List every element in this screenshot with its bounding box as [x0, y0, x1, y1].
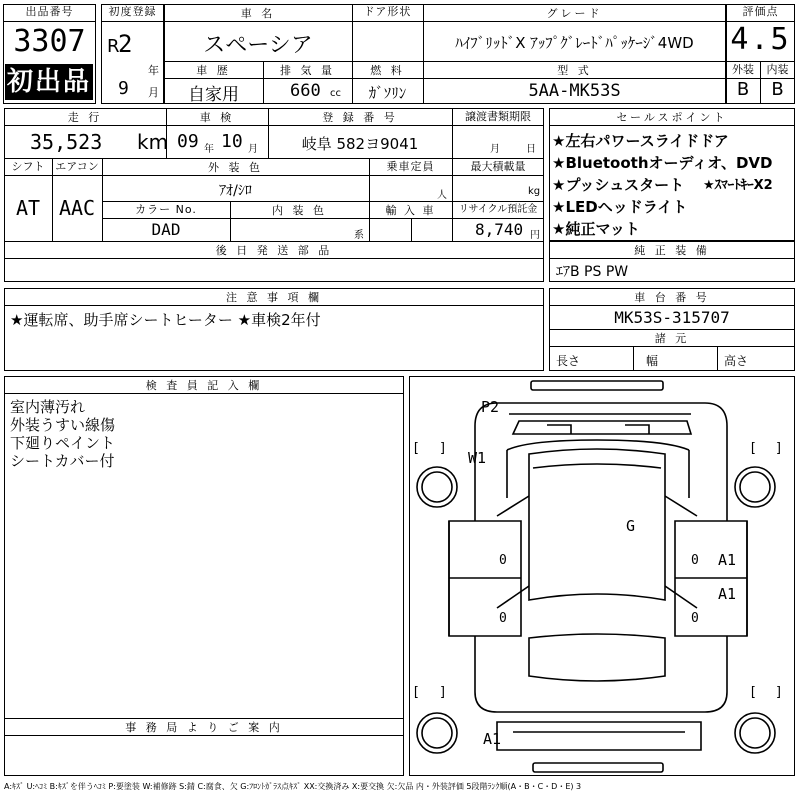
inspector-line: シートカバー付	[10, 452, 115, 470]
displacement-unit: cc	[330, 88, 341, 99]
grade-label: グレード	[546, 7, 603, 20]
sales-point: ★プッシュスタート	[552, 176, 685, 194]
car-name-label: 車 名	[240, 7, 276, 20]
inspector-line: 下廻りペイント	[10, 434, 116, 452]
ac: AAC	[58, 196, 96, 220]
svg-text:0: 0	[691, 611, 699, 626]
interior-color-label: 内 装 色	[272, 204, 327, 217]
inspector-label: 検 査 員 記 入 欄	[145, 379, 263, 392]
recycle-label: リサイクル預託金	[458, 204, 538, 215]
length-label: 長さ	[556, 354, 581, 368]
svg-text:0: 0	[691, 553, 699, 568]
era: R	[107, 36, 120, 57]
shift-label: シフト	[11, 160, 45, 173]
inspector-line: 室内薄汚れ	[10, 398, 86, 416]
sales-point: ★LEDヘッドライト	[552, 198, 688, 216]
mileage-label: 走 行	[67, 111, 103, 124]
history: 自家用	[188, 85, 239, 105]
interior-color-unit: 系	[354, 230, 364, 241]
capacity-unit: 人	[437, 190, 447, 201]
sales-point: ★Bluetoothオーディオ、DVD	[552, 154, 773, 172]
notes-label: 注 意 事 項 欄	[226, 291, 322, 304]
damage-mark-right-front-door: A1	[718, 585, 737, 603]
door-label: ドア形状	[363, 5, 412, 18]
fuel-label: 燃 料	[370, 64, 405, 77]
sales-point: ★純正マット	[552, 220, 640, 238]
score: 4.5	[730, 22, 791, 57]
history-label: 車 歴	[196, 64, 231, 77]
svg-text:0: 0	[499, 611, 507, 626]
svg-text:[: [	[412, 685, 420, 700]
notes: ★運転席、助手席シートヒーター ★車検2年付	[10, 311, 321, 329]
registration-number: 岐阜 582ヨ9041	[301, 135, 419, 153]
exterior-grade: B	[736, 79, 750, 100]
later-parts-label: 後 日 発 送 部 品	[215, 244, 333, 257]
chassis-label: 車 台 番 号	[634, 291, 710, 304]
exterior-color: ｱｵ/ｼﾛ	[219, 183, 252, 199]
lot-number-label: 出品番号	[25, 5, 74, 18]
inspection-year: 09	[177, 131, 199, 152]
score-label: 評価点	[742, 5, 779, 18]
import-label: 輸 入 車	[385, 204, 436, 217]
svg-text:0: 0	[499, 553, 507, 568]
max-load-unit: kg	[528, 186, 541, 197]
model-label: 型 式	[557, 64, 592, 77]
shift: AT	[15, 196, 41, 220]
sales-point: ★ｽﾏｰﾄｷｰX2	[703, 178, 773, 193]
exterior-color-label: 外 装 色	[208, 161, 263, 174]
capacity-label: 乗車定員	[386, 160, 435, 173]
svg-text:[: [	[749, 441, 757, 456]
interior-grade: B	[771, 79, 784, 100]
damage-mark-rear-glass: W1	[468, 449, 487, 467]
svg-text:]: ]	[439, 441, 447, 456]
month-unit: 月	[148, 86, 159, 99]
registration-month: 9	[118, 78, 129, 99]
damage-mark-front-bumper: A1	[483, 730, 502, 748]
model: 5AA-MK53S	[528, 81, 621, 101]
damage-mark-rear-gate: P2	[481, 398, 500, 416]
lot-number: 3307	[13, 24, 86, 59]
inspection-year-unit: 年	[204, 144, 214, 155]
width-label: 幅	[646, 354, 659, 368]
inspection-month: 10	[221, 131, 243, 152]
inspection-month-unit: 月	[248, 144, 258, 155]
ac-label: エアコン	[55, 160, 99, 173]
height-label: 高さ	[724, 354, 749, 368]
specs-label: 諸 元	[654, 332, 690, 345]
mileage-unit: km	[137, 130, 169, 154]
inspector-line: 外装うすい線傷	[10, 416, 116, 434]
max-load-label: 最大積載量	[470, 160, 526, 173]
transfer-deadline-label: 譲渡書類期限	[465, 110, 531, 123]
inspection-label: 車 検	[199, 111, 235, 124]
first-registration-label: 初度登録	[108, 5, 157, 18]
svg-text:[: [	[749, 685, 757, 700]
sales-points-label: セールスポイント	[616, 111, 728, 124]
displacement-label: 排 気 量	[280, 64, 335, 77]
color-number-label: カラー No.	[135, 203, 197, 216]
office-label: 事 務 局 よ り ご 案 内	[125, 721, 283, 734]
vehicle-diagram	[409, 376, 795, 776]
chassis-number: MK53S-315707	[614, 308, 730, 327]
damage-mark-right-rear-door: A1	[718, 551, 737, 569]
displacement: 660	[290, 81, 321, 101]
legend: A:ｷｽﾞ U:ﾍｺﾐ B:ｷｽﾞを伴うﾍｺﾐ P:要塗装 W:補修跡 S:錆 C:腐食、欠 G:ﾌﾛﾝﾄｶﾞﾗｽ点ｷｽﾞ XX:交換済み X:要交換 欠:欠品 内・外装評価 5段階ﾗﾝｸ順(A・B・C・D・E) 3	[4, 782, 582, 791]
interior-label: 内装	[766, 63, 789, 76]
car-name: スペーシア	[203, 33, 313, 58]
registration-year: 2	[118, 30, 133, 58]
transfer-month-unit: 月	[490, 144, 500, 155]
recycle-amount: 8,740	[475, 220, 524, 239]
exterior-label: 外装	[732, 63, 754, 76]
fuel: ｶﾞｿﾘﾝ	[368, 84, 407, 102]
grade: ﾊｲﾌﾞﾘｯﾄﾞX ｱｯﾌﾟｸﾞﾚｰﾄﾞﾊﾟｯｹｰｼﾞ4WD	[455, 34, 694, 52]
svg-text:[: [	[412, 441, 420, 456]
transfer-day-unit: 日	[526, 144, 536, 155]
svg-text:]: ]	[775, 441, 783, 456]
year-unit: 年	[148, 64, 159, 77]
equipment: ｴｱB PS PW	[556, 264, 629, 280]
svg-text:]: ]	[775, 685, 783, 700]
mileage: 35,523	[30, 130, 103, 154]
sales-point: ★左右パワースライドドア	[552, 132, 729, 150]
registration-number-label: 登 録 番 号	[322, 111, 398, 124]
first-listing-badge: 初出品	[5, 64, 93, 100]
damage-mark-windshield: G	[626, 517, 636, 535]
recycle-unit: 円	[530, 230, 540, 241]
color-number: DAD	[151, 220, 181, 239]
equipment-label: 純 正 装 備	[634, 244, 710, 257]
svg-text:]: ]	[439, 685, 447, 700]
